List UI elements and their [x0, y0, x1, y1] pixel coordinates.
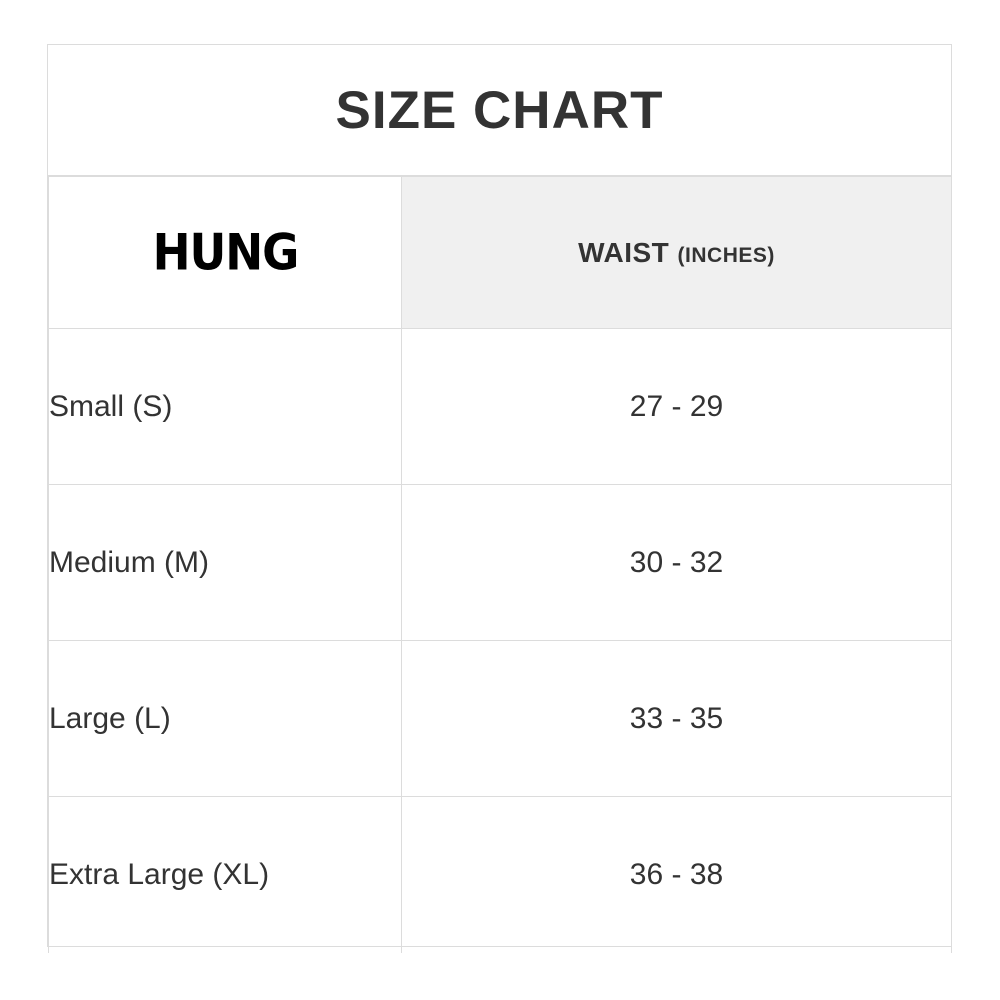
table-row	[49, 641, 952, 797]
brand-logo-cell	[49, 177, 402, 329]
table-row	[49, 485, 952, 641]
waist-value: 36 - 38	[402, 797, 952, 953]
size-label: Extra Large (XL)	[49, 797, 402, 953]
table-row	[49, 797, 952, 953]
waist-value: 30 - 32	[402, 485, 952, 641]
table-header-row	[49, 177, 952, 329]
size-label: Medium (M)	[49, 485, 402, 641]
waist-value: 33 - 35	[402, 641, 952, 797]
chart-title-row	[48, 45, 951, 176]
waist-value: 27 - 29	[402, 329, 952, 485]
waist-header-label: WAIST	[578, 236, 670, 268]
page-title: SIZE CHART	[335, 80, 664, 140]
waist-header-cell	[402, 177, 952, 329]
size-label: Large (L)	[49, 641, 402, 797]
waist-header-unit: (INCHES)	[677, 243, 775, 267]
table-row	[49, 329, 952, 485]
size-chart-container	[47, 44, 952, 947]
size-label: Small (S)	[49, 329, 402, 485]
brand-logo: HUNG	[152, 223, 298, 282]
size-table	[48, 176, 952, 953]
